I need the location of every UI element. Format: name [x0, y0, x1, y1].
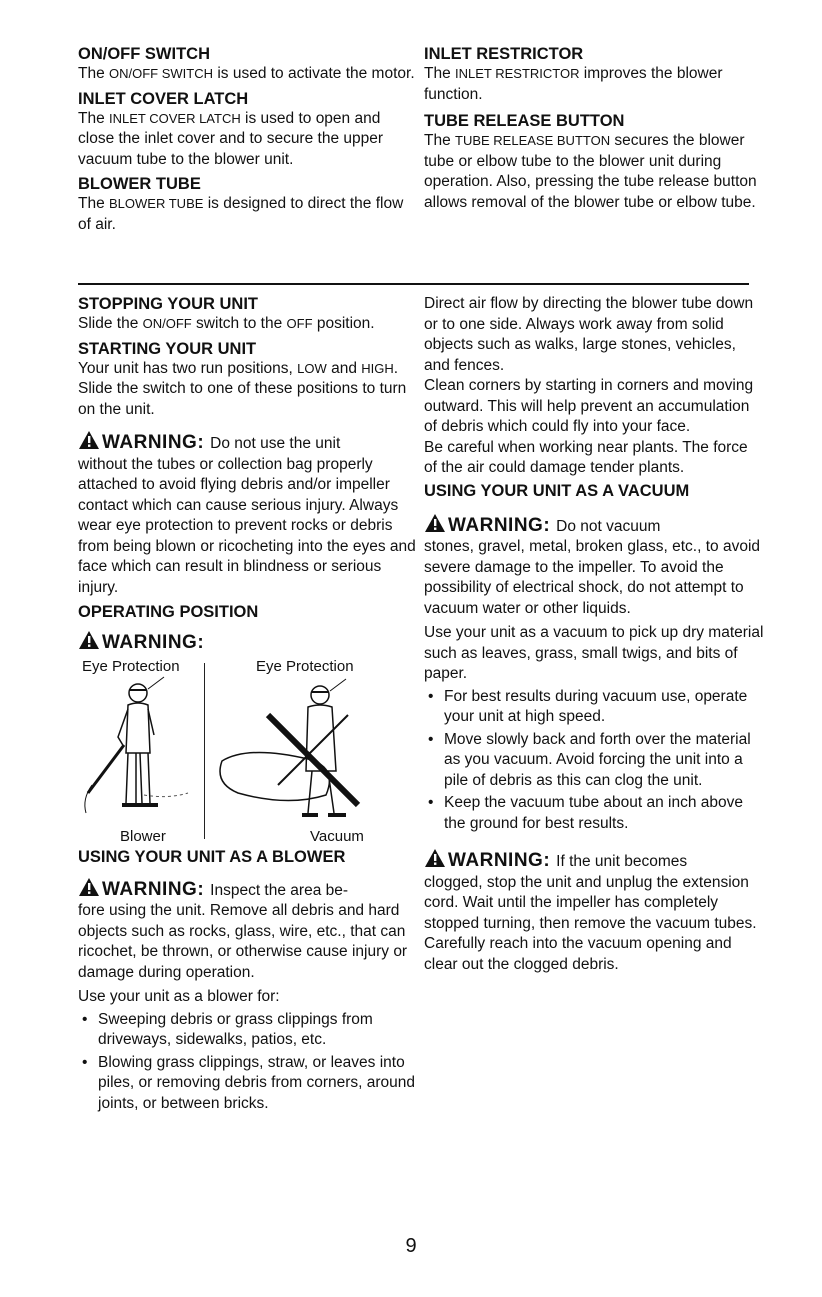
- heading-stopping-your-unit: STOPPING YOUR UNIT: [78, 295, 259, 313]
- heading-starting-your-unit: STARTING YOUR UNIT: [78, 339, 257, 358]
- warning-unit-tubes: [78, 428, 418, 598]
- heading-inlet-cover-latch: INLET COVER LATCH: [78, 89, 249, 108]
- heading-blower-tube: BLOWER TUBE: [78, 175, 201, 193]
- warning-triangle-icon: [424, 848, 446, 868]
- text-starting-your-unit: Your unit has two run positions, LOW and HIGH. Slide the switch to one of these positions to turn on the unit.: [78, 359, 407, 418]
- warning-label: WARNING:: [102, 432, 205, 453]
- warning-lead: Do not vacuum: [556, 517, 661, 535]
- text-careful-plants: Be careful when working near plants. The force of the air could damage tender plants.: [424, 438, 748, 476]
- list-item: • For best results during vacuum use, operate your unit at high speed.: [424, 687, 764, 728]
- page-number: 9: [405, 1235, 417, 1257]
- text-direct-air-flow: Direct air flow by directing the blower tube down or to one side. Always work away from solid objects such as walks, large stones, vehicles, and fences.: [424, 295, 754, 374]
- top-left-column: [78, 44, 418, 239]
- text-inlet-cover-latch: The INLET COVER LATCH is used to open and close the inlet cover and to secure the upper vacuum tube to the blower unit.: [78, 109, 384, 168]
- text-tube-release-button: The TUBE RELEASE BUTTON secures the blower tube or elbow tube to the blower unit during operation. Also, pressing the tube release button allows removal of the blower tube or elbow tube.: [424, 132, 757, 211]
- blower-uses-intro: Use your unit as a blower for:: [78, 988, 280, 1005]
- eye-protection-label-right: Eye Protection: [256, 657, 354, 675]
- warning-body: without the tubes or collection bag properly attached to avoid flying debris and/or impeller contact which can cause serious injury. Always wear eye protection to prevent rocks or debris from being blown or ricocheting into the eyes and face which can result in blindness or serious injury.: [78, 455, 416, 596]
- warning-lead: If the unit becomes: [556, 853, 688, 870]
- blower-label: Blower: [120, 827, 166, 845]
- heading-inlet-restrictor: INLET RESTRICTOR: [424, 45, 584, 63]
- vacuum-tips-list: [424, 687, 764, 835]
- warning-triangle-icon: [78, 430, 100, 450]
- list-item: • Move slowly back and forth over the material as you vacuum. Avoid forcing the unit into a pile of debris as this can clog the unit.: [424, 730, 764, 792]
- list-item: • Keep the vacuum tube about an inch above the ground for best results.: [424, 793, 764, 834]
- figure-divider: [204, 663, 205, 839]
- warning-lead: Do not use the unit: [210, 435, 341, 452]
- text-vacuum-use: Use your unit as a vacuum to pick up dry material such as leaves, grass, small twigs, and bits of paper.: [424, 624, 764, 682]
- lower-right-column: [424, 294, 764, 979]
- warning-triangle-icon: [78, 877, 100, 897]
- text-blower-tube: The BLOWER TUBE is designed to direct the flow of air.: [78, 195, 404, 233]
- heading-using-as-blower: USING YOUR UNIT AS A BLOWER: [78, 847, 346, 866]
- warning-unit-clogged: [424, 846, 764, 975]
- warning-triangle-icon: [78, 630, 100, 650]
- eye-protection-label-left: Eye Protection: [82, 657, 180, 675]
- list-item: • Sweeping debris or grass clippings from driveways, sidewalks, patios, etc.: [78, 1010, 418, 1051]
- warning-body: stones, gravel, metal, broken glass, etc., to avoid severe damage to the impeller. To avoid the possibility of electrical shock, do not attempt to vacuum water or other liquids.: [424, 538, 761, 617]
- warning-operating: [78, 628, 418, 655]
- warning-label: WARNING:: [448, 514, 551, 536]
- warning-triangle-icon: [424, 513, 446, 533]
- warning-lead: Inspect the area be-: [210, 881, 349, 899]
- warning-inspect-area: [78, 875, 418, 984]
- warning-label: WARNING:: [102, 632, 205, 653]
- top-right-column: [424, 44, 764, 217]
- operating-position-figure: [78, 657, 408, 847]
- warning-body: clogged, stop the unit and unplug the extension cord. Wait until the impeller has completely stopped turning, then remove the vacuum tubes. Carefully reach into the vacuum opening and clear out the clogged debris.: [424, 873, 757, 973]
- lower-left-column: [78, 294, 418, 1116]
- vacuum-operator-illustration: [208, 675, 408, 825]
- blower-uses-list: [78, 1010, 418, 1115]
- warning-body: fore using the unit. Remove all debris and hard objects such as rocks, glass, wire, etc., that can ricochet, be thrown, or otherwise cause injury or damage during operation.: [78, 902, 408, 981]
- warning-label: WARNING:: [448, 850, 551, 871]
- heading-using-as-vacuum: USING YOUR UNIT AS A VACUUM: [424, 481, 690, 500]
- warning-do-not-vacuum: [424, 511, 764, 620]
- text-inlet-restrictor: The INLET RESTRICTOR improves the blower function.: [424, 65, 723, 103]
- warning-label: WARNING:: [102, 878, 205, 900]
- heading-operating-position: OPERATING POSITION: [78, 603, 259, 621]
- list-item: • Blowing grass clippings, straw, or leaves into piles, or removing debris from corners, around joints, or between bricks.: [78, 1053, 418, 1115]
- text-on-off-switch: The ON/OFF SWITCH is used to activate the motor.: [78, 65, 415, 82]
- section-divider: [78, 283, 749, 285]
- blower-operator-illustration: [78, 675, 198, 825]
- heading-tube-release-button: TUBE RELEASE BUTTON: [424, 112, 625, 130]
- vacuum-label: Vacuum: [310, 827, 364, 845]
- text-clean-corners: Clean corners by starting in corners and moving outward. This will help prevent an accumulation of debris which could fly into your face.: [424, 377, 754, 435]
- text-stopping-your-unit: Slide the ON/OFF switch to the OFF position.: [78, 315, 375, 332]
- heading-on-off-switch: ON/OFF SWITCH: [78, 45, 210, 63]
